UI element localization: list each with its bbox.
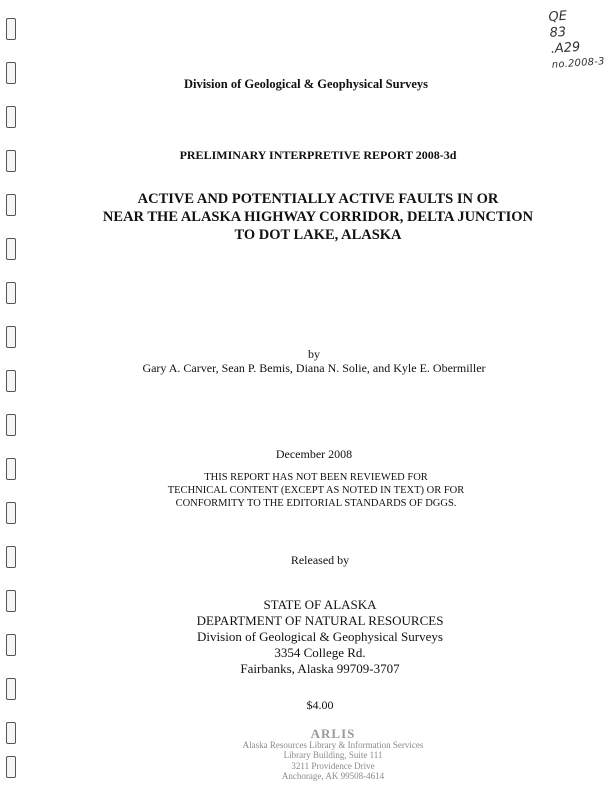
authors: Gary A. Carver, Sean P. Bemis, Diana N. Solie, and Kyle E. Obermiller xyxy=(142,361,486,375)
binding-hole xyxy=(6,678,16,700)
binding-hole xyxy=(6,414,16,436)
report-number: PRELIMINARY INTERPRETIVE REPORT 2008-3d xyxy=(179,148,457,162)
publication-date: December 2008 xyxy=(275,447,353,461)
binding-hole xyxy=(6,326,16,348)
call-number-line: no.2008-3 xyxy=(551,56,605,71)
binding-hole xyxy=(6,106,16,128)
released-by-label: Released by xyxy=(290,553,350,567)
binding-hole xyxy=(6,282,16,304)
call-number-line: .A29 xyxy=(550,39,581,57)
address-line: 3354 College Rd. xyxy=(274,645,366,660)
library-stamp-logo: ARLIS xyxy=(310,726,356,741)
publisher-address xyxy=(14,597,612,677)
handwritten-call-number xyxy=(548,6,612,74)
title-line: TO DOT LAKE, ALASKA xyxy=(234,227,402,243)
call-number-line: QE xyxy=(548,8,568,25)
library-stamp-line: Alaska Resources Library & Information Services xyxy=(242,739,424,750)
library-stamp-line: Library Building, Suite 111 xyxy=(283,750,383,760)
binding-hole xyxy=(6,756,16,778)
binding-hole xyxy=(6,722,16,744)
review-disclaimer xyxy=(10,471,612,510)
library-stamp xyxy=(228,726,438,782)
disclaimer-line: THIS REPORT HAS NOT BEEN REVIEWED FOR xyxy=(204,472,428,483)
library-stamp-line: Anchorage, AK 99508-4614 xyxy=(281,771,385,781)
disclaimer-line: TECHNICAL CONTENT (EXCEPT AS NOTED IN TEXT) OR FOR xyxy=(167,485,465,496)
report-title xyxy=(12,190,612,244)
address-line: DEPARTMENT OF NATURAL RESOURCES xyxy=(196,613,444,628)
address-line: Fairbanks, Alaska 99709-3707 xyxy=(240,661,400,676)
address-line: Division of Geological & Geophysical Surveys xyxy=(197,629,443,644)
title-line: ACTIVE AND POTENTIALLY ACTIVE FAULTS IN OR xyxy=(137,191,499,207)
binding-hole xyxy=(6,18,16,40)
division-header: Division of Geological & Geophysical Surveys xyxy=(183,77,429,91)
call-number-line: 83 xyxy=(549,24,567,41)
price: $4.00 xyxy=(306,698,334,712)
disclaimer-line: CONFORMITY TO THE EDITORIAL STANDARDS OF DGGS. xyxy=(175,498,457,509)
library-stamp-line: 3211 Providence Drive xyxy=(291,760,375,771)
by-label: by xyxy=(308,347,320,361)
title-line: NEAR THE ALASKA HIGHWAY CORRIDOR, DELTA JUNCTION xyxy=(102,209,534,225)
address-line: STATE OF ALASKA xyxy=(263,597,377,612)
